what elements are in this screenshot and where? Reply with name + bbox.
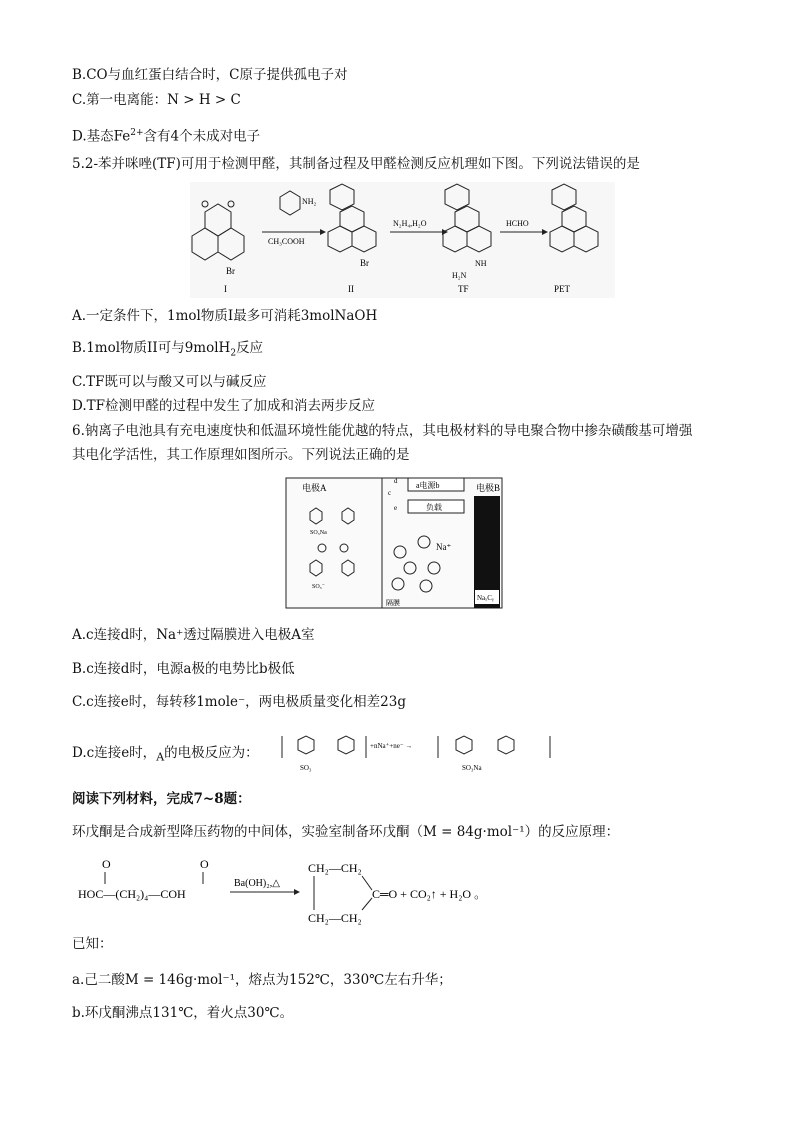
material-heading: 阅读下列材料，完成7~8题：	[72, 791, 251, 807]
q6-option-a: A.c连接d时，Na⁺透过隔膜进入电极A室	[72, 627, 315, 643]
q4-option-d-text: D.基态Fe	[72, 128, 131, 145]
adipic-acid: HOC—(CH₂)₄—COH	[78, 887, 186, 901]
so3na-label: SO₃Na	[310, 530, 327, 536]
q6-option-d-rest: 的电极反应为：	[164, 745, 259, 761]
q5-option-b-text: B.1mol物质II可与9molH	[72, 340, 231, 356]
ch2-bottom: CH₂—CH₂	[308, 911, 362, 925]
equation-middle: +nNa⁺+ne⁻ →	[370, 742, 413, 750]
label-i: I	[224, 284, 227, 294]
known-a: a.己二酸M = 146g·mol⁻¹，熔点为152℃，330℃左右升华；	[72, 972, 452, 988]
reagent-baoh2: Ba(OH)₂,△	[234, 878, 280, 889]
q6-option-b: B.c连接d时，电源a极的电势比b极低	[72, 661, 295, 677]
q5-option-b-sub: 2	[230, 348, 237, 359]
power-label: a电源b	[416, 481, 440, 490]
q4-option-d-rest: 含有4个未成对电子	[143, 128, 261, 145]
label-pet: PET	[554, 284, 571, 294]
reagent-1: CH₃COOH	[268, 237, 305, 246]
ring-lower-bond	[362, 898, 372, 910]
q4-option-d	[72, 124, 260, 146]
load-label: 负载	[426, 503, 442, 512]
label-ii: II	[348, 284, 354, 294]
q6-option-d-equation	[278, 728, 558, 774]
reagent-3: HCHO	[506, 219, 529, 228]
nacy-label: NaₓCᵧ	[477, 594, 494, 602]
equation-so3na: SO₃Na	[462, 764, 482, 772]
known-b: b.环戊酮沸点131℃，着火点30℃。	[72, 1005, 294, 1021]
terminal-e: e	[394, 504, 398, 512]
material-intro: 环戊酮是合成新型降压药物的中间体，实验室制备环戊酮（M = 84g·mol⁻¹）的反应原理：	[72, 824, 620, 840]
q6-battery-figure	[282, 472, 507, 612]
q6-option-d-a: A	[156, 750, 165, 764]
equation-so3: SO₃	[300, 764, 312, 772]
figure-bg	[190, 182, 615, 298]
product-polymer	[438, 736, 550, 758]
q5-option-b	[72, 339, 263, 363]
known-label: 已知：	[72, 936, 113, 952]
reagent-2: N₂H₄,H₂O	[393, 219, 427, 228]
q4-option-b: B.CO与血红蛋白结合时，C原子提供孤电子对	[72, 67, 348, 83]
q5-option-a: A.一定条件下，1mol物质I最多可消耗3molNaOH	[72, 308, 378, 324]
tf-nh: NH	[475, 259, 487, 268]
compound-ii-br: Br	[360, 258, 369, 268]
o-top-left: O	[102, 857, 111, 871]
terminal-d: d	[394, 477, 398, 485]
na-ion-label: Na⁺	[436, 542, 452, 552]
q6-stem-line2: 其电化学活性，其工作原理如图所示。下列说法正确的是	[72, 447, 410, 463]
products: C═O + CO₂↑ + H₂O 。	[372, 887, 487, 901]
q5-option-c: C.TF既可以与酸又可以与碱反应	[72, 374, 267, 390]
q5-option-b-rest: 反应	[236, 340, 264, 356]
q4-option-d-sup: 2+	[130, 128, 144, 138]
q6-option-d	[72, 744, 259, 767]
so3-label: SO₃⁻	[312, 584, 325, 590]
equation-arrow-head	[294, 889, 300, 895]
q6-stem-line1: 6.钠离子电池具有充电速度快和低温环境性能优越的特点，其电极材料的导电聚合物中掺杂磺酸基可增强	[72, 423, 693, 439]
q5-option-d: D.TF检测甲醛的过程中发生了加成和消去两步反应	[72, 398, 376, 414]
ring-upper-bond	[362, 876, 372, 890]
tf-h2n: H₂N	[452, 271, 467, 280]
reagent-nh2: NH₂	[302, 197, 317, 206]
terminal-c: c	[388, 489, 392, 497]
electrode-a-label: 电极A	[302, 483, 327, 493]
ch2-top: CH₂—CH₂	[308, 861, 362, 875]
membrane-label: 隔膜	[386, 599, 400, 607]
q5-reaction-figure	[190, 182, 615, 298]
q5-stem: 5.2-苯并咪唑(TF)可用于检测甲醛，其制备过程及甲醛检测反应机理如下图。下列说法错误的是	[72, 156, 640, 172]
electrode-b-label: 电极B	[476, 483, 501, 493]
q6-option-d-text: D.c连接e时，	[72, 745, 157, 761]
compound-i-br: Br	[226, 266, 235, 276]
o-top-right: O	[200, 857, 209, 871]
material-equation	[72, 850, 572, 930]
q4-option-c: C.第一电离能：N > H > C	[72, 92, 241, 108]
label-tf: TF	[458, 284, 469, 294]
reactant-polymer	[282, 736, 366, 758]
q6-option-c: C.c连接e时，每转移1mole⁻，两电极质量变化相差23g	[72, 694, 406, 710]
